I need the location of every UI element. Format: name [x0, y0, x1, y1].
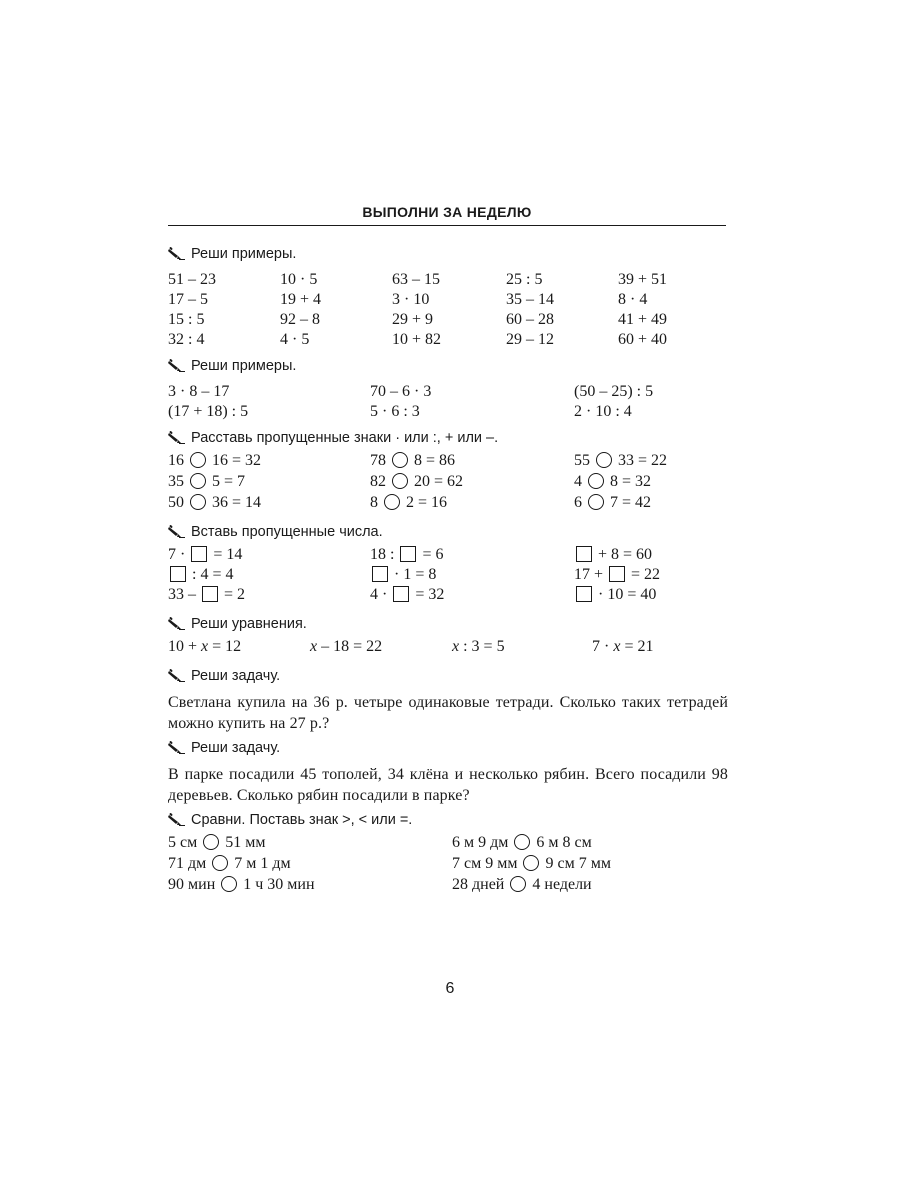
right-value: 7 м 1 дм — [230, 855, 291, 872]
exercise — [370, 545, 443, 565]
blank-box[interactable] — [400, 546, 416, 562]
right-part: 16 = 32 — [208, 452, 262, 469]
right-value: 6 м 8 см — [532, 834, 592, 851]
exercise — [370, 585, 444, 605]
exercise — [574, 472, 651, 492]
exercise-row — [168, 451, 728, 472]
exercise — [370, 451, 455, 471]
left-operand: 55 — [574, 452, 594, 469]
page-number: 6 — [445, 980, 455, 997]
instruction — [168, 666, 728, 686]
exercise: 3 · 10 — [392, 291, 430, 308]
instruction — [168, 244, 728, 264]
instruction-text: Реши примеры. — [191, 246, 297, 262]
instruction — [168, 810, 728, 830]
right-part: 36 = 14 — [208, 494, 262, 511]
left-operand: 4 — [574, 473, 586, 490]
exercise: 51 – 23 — [168, 271, 216, 288]
left-operand: 8 — [370, 494, 382, 511]
equation — [452, 637, 505, 657]
exercise — [574, 451, 667, 471]
right-part: : 4 = 4 — [188, 566, 234, 583]
right-part: 2 = 16 — [402, 494, 448, 511]
exercise — [168, 585, 245, 605]
exercise-row — [168, 402, 728, 422]
exercise: 32 : 4 — [168, 331, 205, 348]
section-3 — [168, 428, 728, 514]
right-part: = 6 — [418, 546, 444, 563]
right-value: 4 недели — [528, 876, 592, 893]
exercise-row — [168, 493, 728, 514]
right-part: · 10 = 40 — [594, 586, 657, 603]
exercise — [574, 493, 651, 513]
instruction-text: Реши задачу. — [191, 668, 281, 684]
equation — [310, 637, 382, 657]
exercise — [574, 585, 656, 605]
equation — [168, 637, 241, 657]
variable-x: x — [613, 638, 621, 655]
left-part: 4 · — [370, 586, 392, 603]
exercise: 5 · 6 : 3 — [370, 403, 420, 420]
exercise: (17 + 18) : 5 — [168, 403, 249, 420]
blank-circle[interactable] — [392, 452, 408, 468]
right-part: · 1 = 8 — [390, 566, 437, 583]
variable-x: x — [201, 638, 209, 655]
task-text: В парке посадили 45 тополей, 34 клёна и несколько рябин. Всего посадили 98 деревьев. Сколько рябин посадили в парке? — [168, 766, 728, 804]
comparison — [452, 854, 611, 874]
instruction — [168, 428, 728, 448]
exercise: 19 + 4 — [280, 291, 322, 308]
comparison — [168, 833, 265, 853]
section-1 — [168, 244, 728, 350]
right-part: 20 = 62 — [410, 473, 464, 490]
blank-box[interactable] — [609, 566, 625, 582]
blank-circle[interactable] — [212, 855, 228, 871]
equation-row — [168, 637, 728, 657]
blank-circle[interactable] — [384, 494, 400, 510]
blank-circle[interactable] — [190, 494, 206, 510]
instruction — [168, 614, 728, 634]
exercise — [370, 493, 447, 513]
exercise: 70 – 6 · 3 — [370, 383, 432, 400]
exercise: 63 – 15 — [392, 271, 440, 288]
left-value: 6 м 9 дм — [452, 834, 513, 851]
section-4 — [168, 522, 728, 605]
right-part: 7 = 42 — [606, 494, 652, 511]
instruction — [168, 356, 728, 376]
exercise: 10 + 82 — [392, 331, 442, 348]
pencil-icon — [168, 813, 186, 827]
right-part: = 22 — [627, 566, 661, 583]
instruction — [168, 738, 728, 758]
left-value: 71 дм — [168, 855, 211, 872]
pencil-icon — [168, 247, 186, 261]
comparison — [168, 854, 291, 874]
instruction — [168, 522, 728, 542]
blank-box[interactable] — [372, 566, 388, 582]
exercise-row — [168, 270, 728, 290]
blank-box[interactable] — [202, 586, 218, 602]
left-value: 5 см — [168, 834, 202, 851]
instruction-text: Расставь пропущенные знаки · или :, + или –. — [191, 430, 499, 446]
left-operand: 6 — [574, 494, 586, 511]
blank-box[interactable] — [576, 546, 592, 562]
exercise — [574, 565, 660, 585]
exercise: 39 + 51 — [618, 271, 668, 288]
pencil-icon — [168, 741, 186, 755]
eq-left: 10 + — [168, 638, 202, 655]
blank-box[interactable] — [393, 586, 409, 602]
blank-circle[interactable] — [190, 473, 206, 489]
exercise — [168, 472, 245, 492]
exercise-row — [168, 545, 728, 565]
section-5 — [168, 614, 728, 657]
blank-circle[interactable] — [221, 876, 237, 892]
blank-circle[interactable] — [392, 473, 408, 489]
left-value: 7 см 9 мм — [452, 855, 522, 872]
right-value: 9 см 7 мм — [541, 855, 611, 872]
exercise — [168, 493, 261, 513]
exercise — [574, 545, 652, 565]
exercise: 25 : 5 — [506, 271, 543, 288]
exercise-row — [168, 472, 728, 493]
right-value: 51 мм — [221, 834, 266, 851]
right-part: 33 = 22 — [614, 452, 668, 469]
eq-left: 7 · — [592, 638, 614, 655]
blank-circle[interactable] — [190, 452, 206, 468]
instruction-text: Реши задачу. — [191, 740, 281, 756]
blank-circle[interactable] — [596, 452, 612, 468]
pencil-icon — [168, 617, 186, 631]
left-value: 28 дней — [452, 876, 509, 893]
instruction-text: Сравни. Поставь знак >, < или =. — [191, 812, 413, 828]
exercise — [168, 545, 242, 565]
exercise — [370, 565, 436, 585]
eq-right: = 21 — [620, 638, 654, 655]
exercise-row — [168, 585, 728, 605]
section-6 — [168, 666, 728, 734]
right-part: = 32 — [411, 586, 445, 603]
left-operand: 82 — [370, 473, 390, 490]
exercise: 15 : 5 — [168, 311, 205, 328]
comparison — [452, 833, 592, 853]
exercise: 60 – 28 — [506, 311, 554, 328]
exercise — [168, 451, 261, 471]
blank-circle[interactable] — [203, 834, 219, 850]
left-part: 17 + — [574, 566, 608, 583]
exercise: 29 + 9 — [392, 311, 434, 328]
instruction-text: Реши уравнения. — [191, 616, 307, 632]
variable-x: x — [310, 638, 318, 655]
instruction-text: Реши примеры. — [191, 358, 297, 374]
left-part: 18 : — [370, 546, 399, 563]
right-value: 1 ч 30 мин — [239, 876, 315, 893]
blank-circle[interactable] — [514, 834, 530, 850]
exercise: 35 – 14 — [506, 291, 554, 308]
comparison — [452, 875, 592, 895]
blank-circle[interactable] — [510, 876, 526, 892]
exercise: (50 – 25) : 5 — [574, 383, 654, 400]
exercise-row — [168, 382, 728, 402]
left-part: 33 – — [168, 586, 200, 603]
blank-box[interactable] — [170, 566, 186, 582]
eq-right: – 18 = 22 — [317, 638, 383, 655]
exercise-row — [168, 290, 728, 310]
page-header: ВЫПОЛНИ ЗА НЕДЕЛЮ — [168, 204, 726, 226]
blank-circle[interactable] — [523, 855, 539, 871]
compare-row — [168, 875, 728, 896]
compare-row — [168, 833, 728, 854]
right-part: + 8 = 60 — [594, 546, 653, 563]
right-part: 8 = 86 — [410, 452, 456, 469]
exercise: 8 · 4 — [618, 291, 648, 308]
task-text: Светлана купила на 36 р. четыре одинаковые тетради. Сколько таких тетрадей можно купить на 27 р.? — [168, 694, 728, 732]
right-part: 8 = 32 — [606, 473, 652, 490]
left-operand: 50 — [168, 494, 188, 511]
left-operand: 35 — [168, 473, 188, 490]
right-part: = 2 — [220, 586, 246, 603]
exercise-row — [168, 330, 728, 350]
blank-circle[interactable] — [588, 473, 604, 489]
exercise: 17 – 5 — [168, 291, 208, 308]
exercise — [168, 565, 233, 585]
instruction-text: Вставь пропущенные числа. — [191, 524, 383, 540]
pencil-icon — [168, 525, 186, 539]
exercise: 3 · 8 – 17 — [168, 383, 230, 400]
exercise: 10 · 5 — [280, 271, 318, 288]
section-2 — [168, 356, 728, 422]
exercise-row — [168, 565, 728, 585]
left-value: 90 мин — [168, 876, 220, 893]
left-operand: 16 — [168, 452, 188, 469]
left-operand: 78 — [370, 452, 390, 469]
blank-circle[interactable] — [588, 494, 604, 510]
left-part: 7 · — [168, 546, 190, 563]
section-7 — [168, 738, 728, 806]
right-part: 5 = 7 — [208, 473, 246, 490]
pencil-icon — [168, 359, 186, 373]
blank-box[interactable] — [191, 546, 207, 562]
exercise: 92 – 8 — [280, 311, 320, 328]
equation — [592, 637, 653, 657]
eq-right: : 3 = 5 — [459, 638, 505, 655]
blank-box[interactable] — [576, 586, 592, 602]
exercise — [370, 472, 463, 492]
exercise: 60 + 40 — [618, 331, 668, 348]
eq-right: = 12 — [208, 638, 242, 655]
exercise: 2 · 10 : 4 — [574, 403, 632, 420]
exercise-row — [168, 310, 728, 330]
right-part: = 14 — [209, 546, 243, 563]
exercise: 41 + 49 — [618, 311, 668, 328]
exercise: 4 · 5 — [280, 331, 310, 348]
variable-x: x — [452, 638, 460, 655]
comparison — [168, 875, 315, 895]
exercise: 29 – 12 — [506, 331, 554, 348]
pencil-icon — [168, 431, 186, 445]
section-8 — [168, 810, 728, 896]
compare-row — [168, 854, 728, 875]
pencil-icon — [168, 669, 186, 683]
